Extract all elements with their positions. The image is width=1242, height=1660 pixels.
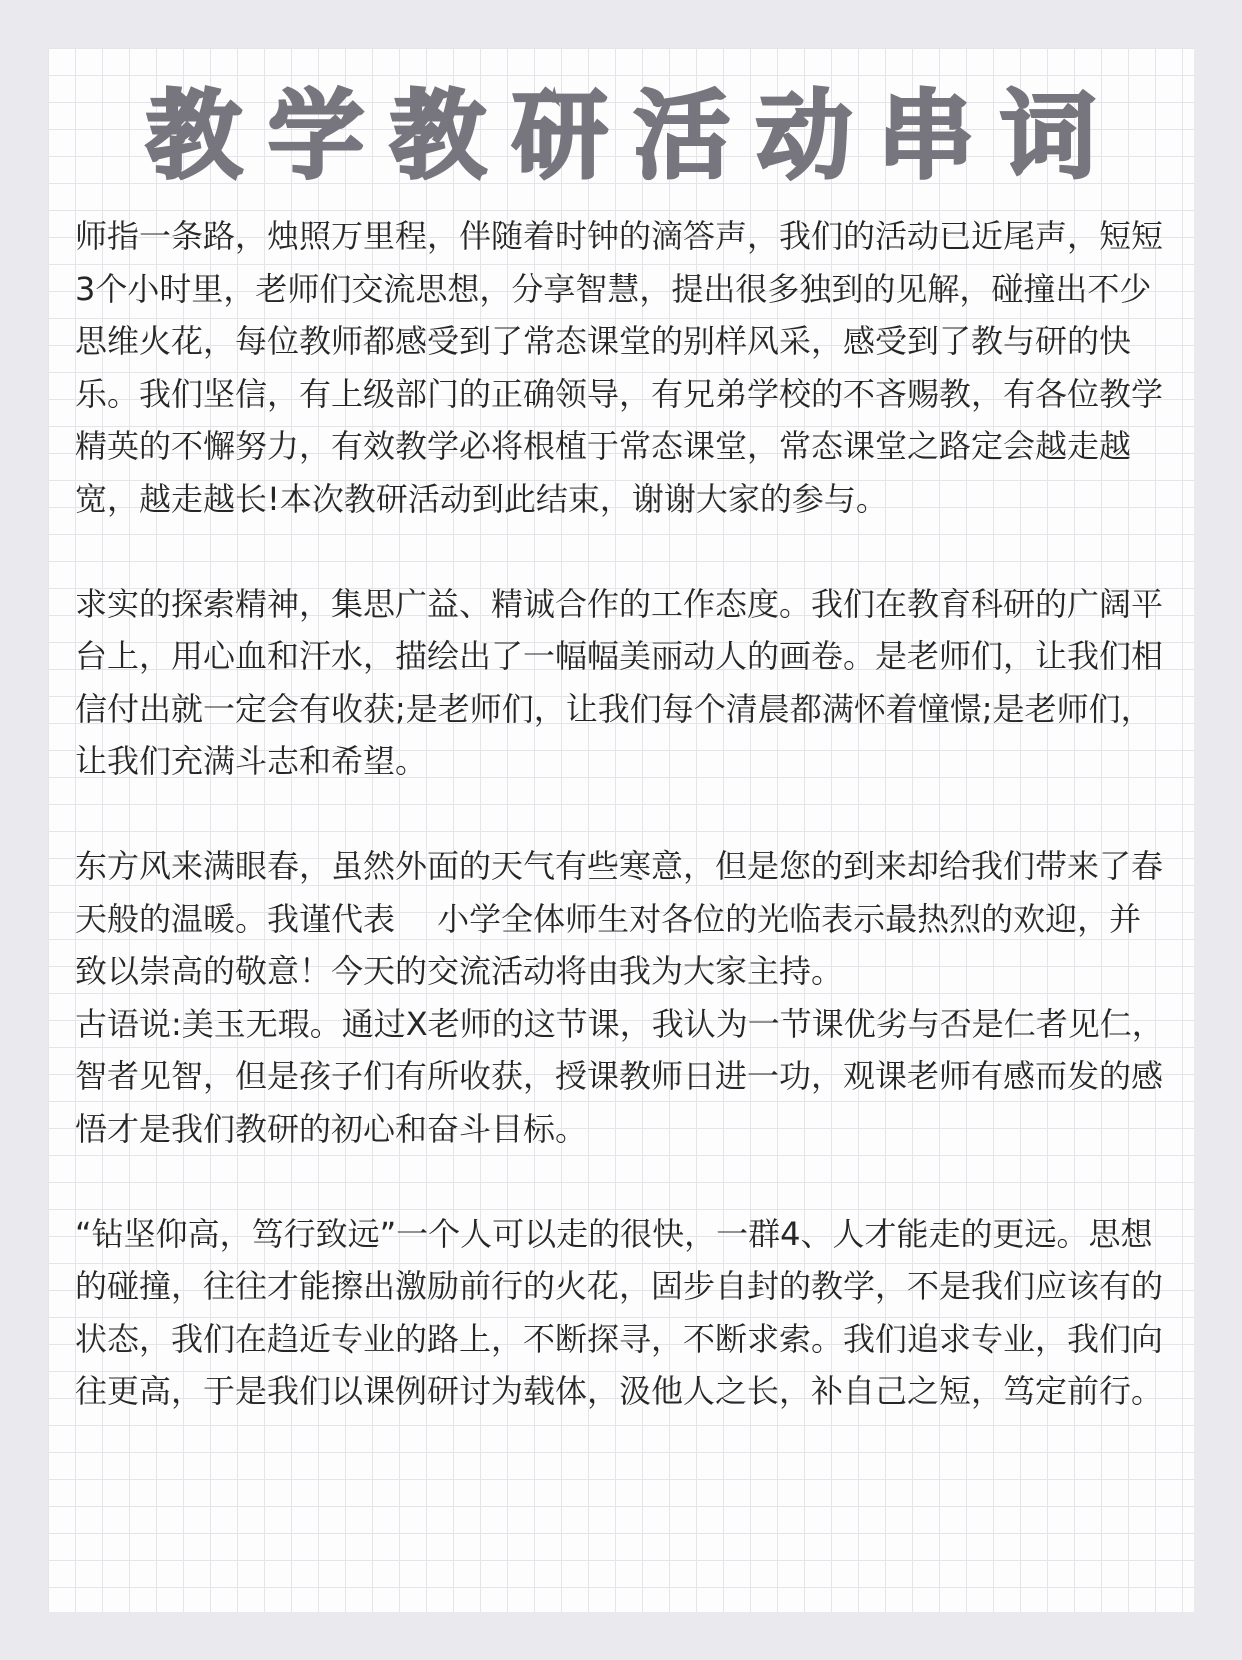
paragraph-going-far: “钻坚仰高，笃行致远”一个人可以走的很快，一群4、人才能走的更远。思想的碰撞，往往才能擦出激励前行的火花，固步自封的教学，不是我们应该有的状态，我们在趋近专业的路上，不断探寻，不断求索。我们追求专业，我们向往更高，于是我们以课例研讨为载体，汲他人之长，补自己之短，笃定前行。 bbox=[75, 1214, 1164, 1410]
document-body bbox=[75, 210, 1167, 1418]
paragraph-teacher-praise: 求实的探索精神，集思广益、精诚合作的工作态度。我们在教育科研的广阔平台上，用心血和汗水，描绘出了一幅幅美丽动人的画卷。是老师们，让我们相信付出就一定会有收获;是老师们，让我们每个清晨都满怀着憧憬;是老师们，让我们充满斗志和希望。 bbox=[75, 584, 1164, 780]
paragraph-closing-remarks: 师指一条路，烛照万里程，伴随着时钟的滴答声，我们的活动已近尾声，短短3个小时里，老师们交流思想，分享智慧，提出很多独到的见解，碰撞出不少思维火花，每位教师都感受到了常态课堂的别样风采，感受到了教与研的快乐。我们坚信，有上级部门的正确领导，有兄弟学校的不吝赐教，有各位教学精英的不懈努力，有效教学必将根植于常态课堂，常态课堂之路定会越走越宽，越走越长!本次教研活动到此结束，谢谢大家的参与。 bbox=[75, 217, 1164, 518]
paragraph-welcome: 东方风来满眼春，虽然外面的天气有些寒意，但是您的到来却给我们带来了春天般的温暖。我谨代表 小学全体师生对各位的光临表示最热烈的欢迎，并致以崇高的敬意！今天的交流活动将由我为大家主持。 bbox=[75, 847, 1164, 990]
grid-paper-sheet bbox=[48, 48, 1194, 1612]
page-title: 教学教研活动串词 bbox=[146, 80, 1122, 192]
paragraph-lesson-comment: 古语说:美玉无瑕。通过X老师的这节课，我认为一节课优劣与否是仁者见仁，智者见智，但是孩子们有所收获，授课教师日进一功，观课老师有感而发的感悟才是我们教研的初心和奋斗目标。 bbox=[75, 1004, 1164, 1148]
